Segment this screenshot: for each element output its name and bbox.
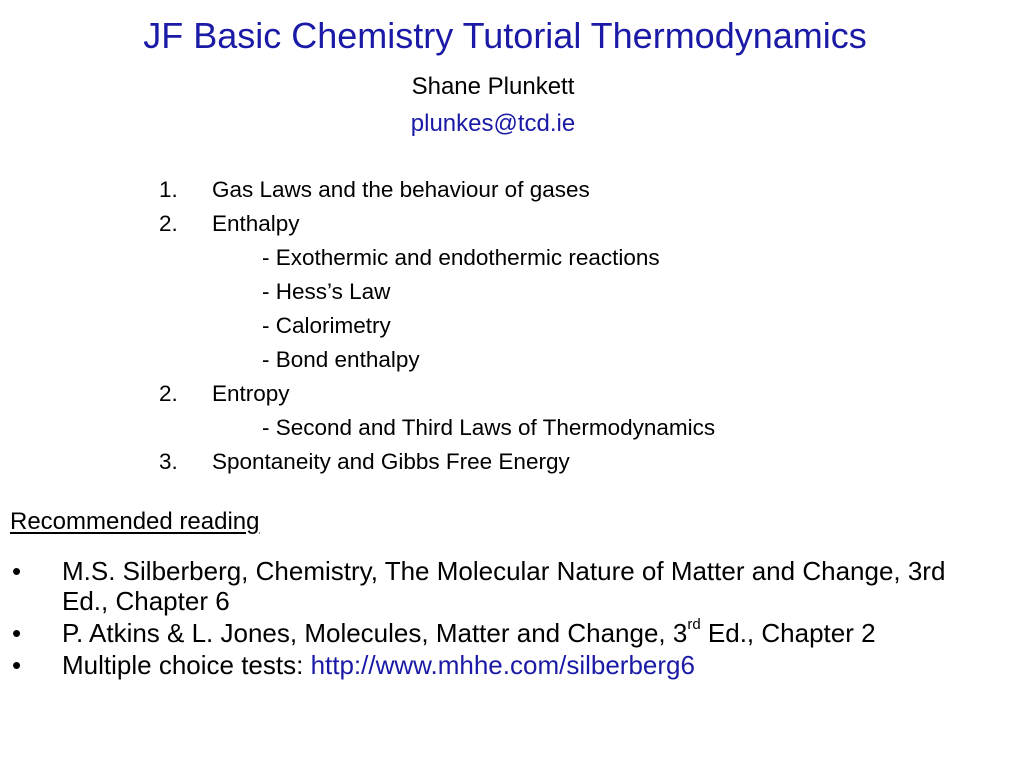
outline-item (0, 377, 1024, 411)
outline-item (0, 445, 1024, 479)
reading-list-item (0, 618, 1024, 648)
reference-text-tail: Ed., Chapter 2 (700, 618, 876, 648)
reading-list-item (0, 556, 1024, 616)
outline-item (0, 207, 1024, 241)
outline-topic: Enthalpy (212, 211, 300, 236)
outline-subtopic: - Second and Third Laws of Thermodynamics (262, 415, 716, 440)
bullet-icon: • (12, 556, 22, 586)
author-email-link[interactable]: plunkes@tcd.ie (410, 110, 576, 137)
reading-list-item (0, 650, 1024, 680)
outline-subtopic: - Hess’s Law (262, 279, 391, 304)
slide-title: JF Basic Chemistry Tutorial Thermodynamics (143, 15, 867, 56)
outline-number: 1. (159, 177, 178, 202)
outline-subitem (0, 343, 1024, 377)
bullet-icon: • (12, 618, 22, 648)
outline-subtopic: - Calorimetry (262, 313, 391, 338)
author-name: Shane Plunkett (411, 73, 575, 100)
outline-topic: Entropy (212, 381, 290, 406)
outline-subtopic: - Bond enthalpy (262, 347, 420, 372)
tests-url-link[interactable]: http://www.mhhe.com/silberberg6 (310, 650, 695, 680)
reading-list (0, 556, 1024, 682)
reference-text: M.S. Silberberg, Chemistry, The Molecular Nature of Matter and Change, 3rd Ed., Chapter 6 (62, 556, 946, 616)
bullet-icon: • (12, 650, 22, 680)
topic-outline (0, 173, 1024, 479)
tests-label: Multiple choice tests: (62, 650, 311, 680)
reference-text-main: P. Atkins & L. Jones, Molecules, Matter and Change, 3 (62, 618, 688, 648)
reference-text (62, 618, 982, 648)
outline-item (0, 173, 1024, 207)
outline-topic: Spontaneity and Gibbs Free Energy (212, 449, 570, 474)
outline-subtopic: - Exothermic and endothermic reactions (262, 245, 660, 270)
outline-topic: Gas Laws and the behaviour of gases (212, 177, 590, 202)
recommended-reading-heading: Recommended reading (10, 508, 260, 535)
outline-number: 3. (159, 449, 178, 474)
outline-number: 2. (159, 381, 178, 406)
outline-subitem (0, 275, 1024, 309)
outline-subitem (0, 309, 1024, 343)
outline-subitem (0, 241, 1024, 275)
outline-number: 2. (159, 211, 178, 236)
outline-subitem (0, 411, 1024, 445)
reference-text (62, 650, 982, 680)
ordinal-superscript: rd (687, 616, 701, 634)
